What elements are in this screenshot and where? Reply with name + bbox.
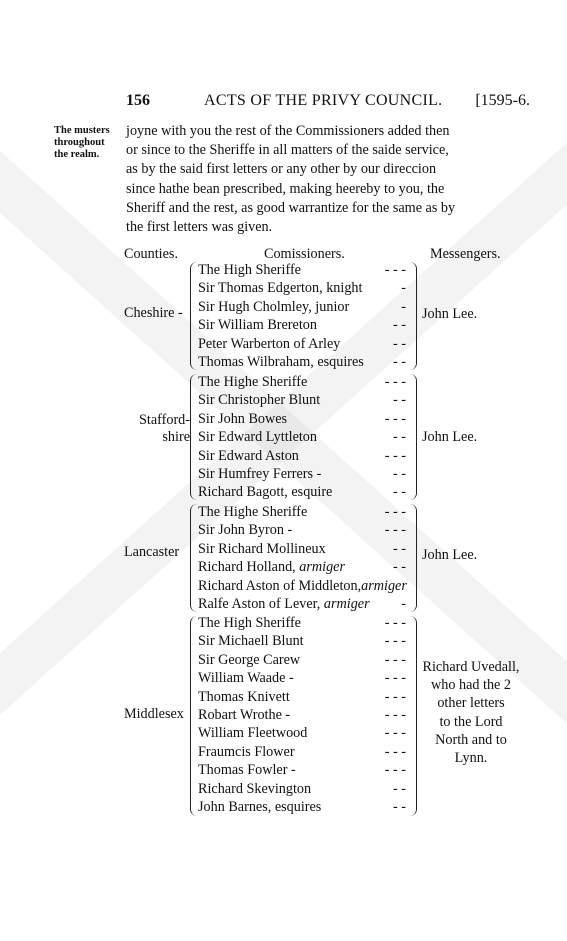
commissioner-row: Sir Edward Lyttleton - - (198, 429, 406, 446)
messenger-cheshire (422, 305, 477, 323)
messenger-staffordshire (422, 428, 477, 446)
commissioner-row: Richard Bagott, esquire - - (198, 484, 406, 501)
page-number: 156 (126, 92, 150, 109)
commissioner-row: The Highe Sheriffe - - - (198, 374, 406, 390)
body-line: the first letters was given. (126, 219, 273, 236)
brace-right (410, 262, 417, 370)
county-label: Lancaster (124, 544, 180, 560)
messenger-line: John Lee. (422, 429, 478, 445)
county-cheshire (124, 305, 192, 322)
messenger-lancaster (422, 546, 477, 564)
brace-left (190, 504, 197, 612)
messenger-line: other letters (437, 695, 505, 712)
commissioner-row: William Fleetwood - - - (198, 725, 406, 742)
date-range: [1595-6. (475, 92, 530, 109)
commissioner-row: Sir George Carew - - - (198, 651, 406, 668)
commissioner-row: Sir Richard Mollineux - - (198, 540, 406, 557)
body-line: as by the said first letters or any other by our direccion (126, 161, 437, 178)
messenger-line: John Lee. (422, 547, 478, 563)
brace-left (190, 616, 197, 816)
body-line: or since to the Sheriffe in all matters of the saide service, (126, 142, 449, 159)
commissioner-row: Sir Thomas Edgerton, knight - (198, 280, 406, 297)
commissioner-list-middlesex (198, 614, 408, 816)
commissioner-row: The High Sheriffe - - - (198, 615, 406, 631)
commissioner-list-cheshire (198, 261, 408, 371)
messenger-middlesex (416, 658, 526, 767)
commissioner-row: Peter Warberton of Arley - - (198, 335, 406, 352)
brace-left (190, 374, 197, 500)
county-label: Cheshire - (124, 305, 183, 321)
commissioner-list-staffordshire (198, 373, 408, 502)
county-staffordshire (124, 412, 190, 446)
commissioner-row: Thomas Wilbraham, esquires - - (198, 353, 406, 370)
messenger-line: who had the 2 (431, 677, 511, 694)
column-header-commissioners: Comissioners. (264, 246, 345, 262)
county-label: shire (162, 429, 190, 445)
commissioner-row: Sir Hugh Cholmley, junior - (198, 298, 406, 315)
commissioner-row: Richard Holland, armiger - - (198, 559, 406, 576)
commissioner-row: Fraumcis Flower - - - (198, 743, 406, 760)
commissioner-row: Sir John Bowes - - - (198, 410, 406, 427)
commissioner-list-lancaster (198, 503, 408, 613)
column-header-counties: Counties. (124, 246, 178, 262)
margin-note-line: The musters (54, 125, 110, 136)
brace-left (190, 262, 197, 370)
messenger-line: to the Lord (439, 713, 503, 730)
margin-note-line: the realm. (54, 149, 100, 160)
page-header (126, 92, 530, 112)
commissioner-row: Sir Edward Aston - - - (198, 447, 406, 464)
body-line: joyne with you the rest of the Commissioners added then (126, 123, 450, 139)
commissioner-row: Sir William Brereton - - (198, 317, 406, 334)
messenger-line: Lynn. (454, 750, 488, 767)
running-title: ACTS OF THE PRIVY COUNCIL. (204, 92, 443, 109)
county-label: Middlesex (124, 706, 184, 722)
margin-note (54, 125, 122, 161)
body-paragraph (126, 122, 532, 237)
commissioner-row: Sir Michaell Blunt - - - (198, 633, 406, 650)
body-line: Sheriff and the rest, as good warrantize for the same as by (126, 199, 456, 216)
margin-note-line: throughout (54, 137, 105, 148)
commissioner-row: Richard Skevington - - (198, 780, 406, 797)
commissioner-row: Thomas Knivett - - - (198, 688, 406, 705)
messenger-line: John Lee. (422, 306, 478, 322)
commissioner-row: Robart Wrothe - - - - (198, 706, 406, 723)
commissioner-row: William Waade - - - - (198, 670, 406, 687)
brace-right (410, 504, 417, 612)
county-middlesex (124, 706, 190, 723)
commissioner-row: Sir John Byron - - - - (198, 522, 406, 539)
commissioner-row: Sir Humfrey Ferrers - - - (198, 465, 406, 482)
commissioner-row: The Highe Sheriffe - - - (198, 504, 406, 520)
county-lancaster (124, 544, 190, 561)
messenger-line: Richard Uvedall, (422, 659, 520, 675)
commissioner-row: Sir Christopher Blunt - - (198, 392, 406, 409)
body-line: since hathe bean prescribed, making heereby to you, the (126, 180, 445, 197)
county-label: Stafford- (139, 412, 190, 428)
column-header-messengers: Messengers. (430, 246, 501, 262)
commissioner-row: Richard Aston of Middleton,armiger (198, 577, 407, 594)
commissioner-row: Thomas Fowler - - - - (198, 762, 406, 779)
messenger-line: North and to (435, 731, 507, 748)
commissioner-row: Ralfe Aston of Lever, armiger - (198, 595, 406, 612)
commissioner-row: John Barnes, esquires - - (198, 798, 406, 815)
commissioner-row: The High Sheriffe - - - (198, 262, 406, 278)
brace-right (410, 374, 417, 500)
